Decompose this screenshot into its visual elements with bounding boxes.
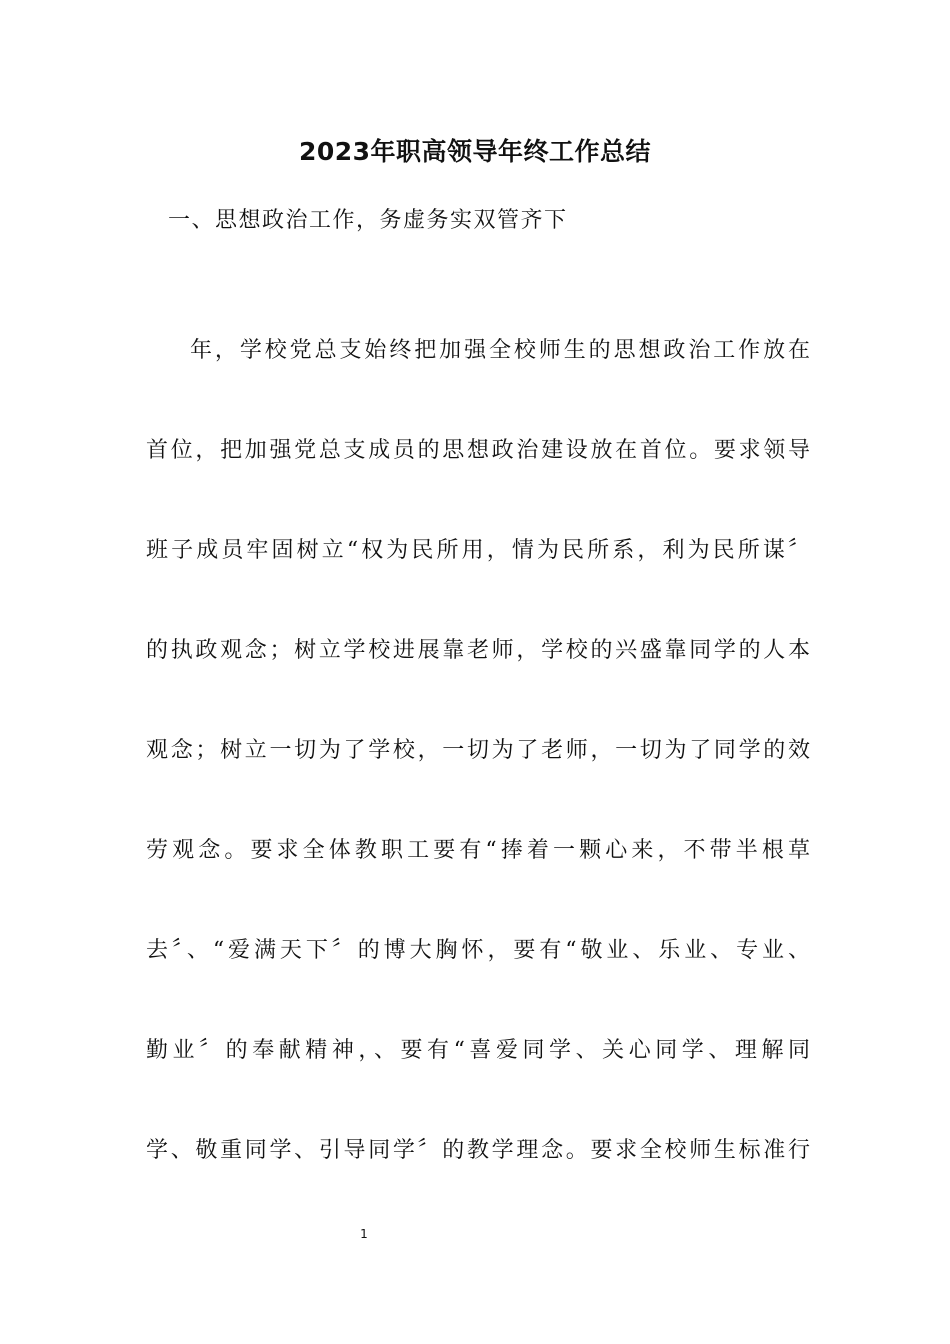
- page-number: 1: [360, 1227, 368, 1241]
- body-line: 年，学校党总支始终把加强全校师生的思想政治工作放在: [190, 338, 810, 363]
- body-line: 去〞、“爱满天下〞的博大胸怀，要有“敬业、乐业、专业、: [146, 938, 810, 963]
- body-line: 班子成员牢固树立“权为民所用，情为民所系，利为民所谋〞: [146, 538, 810, 563]
- section-heading: 一、思想政治工作，务虚务实双管齐下: [168, 208, 568, 233]
- body-line: 勤业〞的奉献精神，、要有“喜爱同学、关心同学、理解同: [146, 1038, 810, 1063]
- body-line: 的执政观念；树立学校进展靠老师，学校的兴盛靠同学的人本: [146, 638, 810, 663]
- body-line: 首位，把加强党总支成员的思想政治建设放在首位。要求领导: [146, 438, 810, 463]
- body-line: 劳观念。要求全体教职工要有“捧着一颗心来，不带半根草: [146, 838, 810, 863]
- body-line: 观念；树立一切为了学校，一切为了老师，一切为了同学的效: [146, 738, 810, 763]
- document-title: 2023年职高领导年终工作总结: [298, 137, 652, 166]
- body-line: 学、敬重同学、引导同学〞的教学理念。要求全校师生标准行: [146, 1138, 810, 1163]
